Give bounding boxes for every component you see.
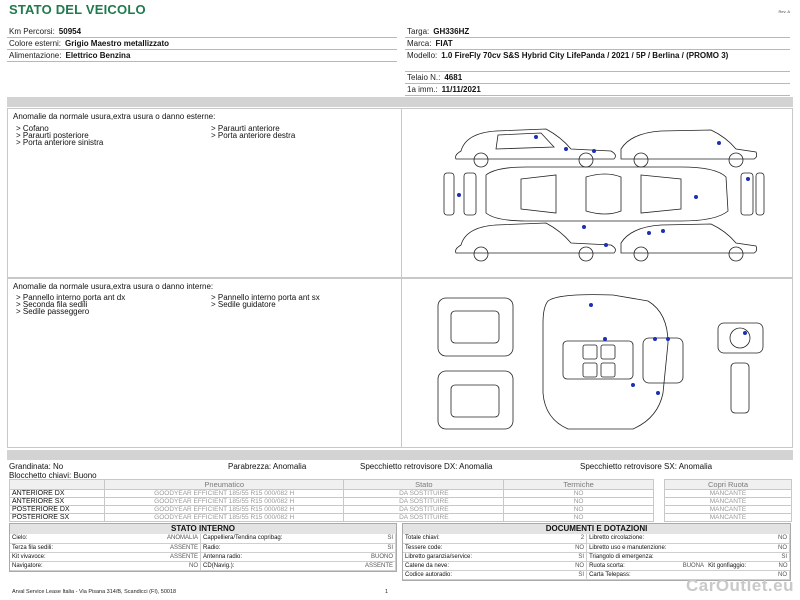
table-row: POSTERIORE SX GOODYEAR EFFICIENT 185/55 R15 000/082 H DA SOSTITUIRE NO <box>10 514 654 522</box>
car-exterior-diagram <box>436 123 766 263</box>
specchietto-sx: Specchietto retrovisore SX: Anomalia <box>580 462 713 471</box>
list-item: > Paraurti anteriore <box>211 124 280 133</box>
km-row: Km Percorsi: 50954 <box>7 26 397 38</box>
list-item: > Sedile guidatore <box>211 300 276 309</box>
model-row: Modello: 1.0 FireFly 70cv S&S Hybrid City LifePanda / 2021 / 5P / Berlina / (PROMO 3) <box>405 50 790 72</box>
vehicle-info-right <box>405 26 790 96</box>
stato-interno-box <box>9 523 397 572</box>
list-item: > Seconda fila sedili <box>16 300 88 309</box>
stato-interno-title: STATO INTERNO <box>10 524 396 534</box>
color-row: Colore esterni: Grigio Maestro metallizzato <box>7 38 397 50</box>
vehicle-info-left <box>7 26 397 62</box>
page-number: 1 <box>385 589 389 595</box>
damage-markers <box>457 135 750 247</box>
exterior-damage-panel <box>7 108 793 278</box>
watermark-logo: CarOutlet.eu <box>685 576 794 595</box>
brand-row: Marca: FIAT <box>405 38 790 50</box>
table-header-row: Copri Ruota <box>665 480 792 490</box>
list-item: > Cofano <box>16 124 49 133</box>
copri-ruota-table <box>664 479 792 522</box>
damage-markers <box>589 303 747 395</box>
fuel-row: Alimentazione: Elettrico Benzina <box>7 50 397 62</box>
table-row: Totale chiavi: 2 Libretto circolazione: NO <box>403 534 790 543</box>
table-row: Libretto garanzia/service: SI Triangolo di emergenza: SI <box>403 552 790 561</box>
conditions-summary <box>9 462 791 480</box>
specchietto-dx: Specchietto retrovisore DX: Anomalia <box>360 462 493 471</box>
table-row: MANCANTE <box>665 490 792 498</box>
exterior-damage-list <box>16 125 406 146</box>
registration-row: 1a imm.: 11/11/2021 <box>405 84 790 96</box>
grandinata: Grandinata: No <box>9 462 64 471</box>
interior-damage-panel <box>7 278 793 448</box>
plate-row: Targa: GH336HZ <box>405 26 790 38</box>
section-divider <box>7 450 793 460</box>
parabrezza: Parabrezza: Anomalia <box>228 462 307 471</box>
footer-company: Arval Service Lease Italia - Via Pisana 314/B, Scandicci (FI), 50018 <box>12 589 177 595</box>
table-row: Navigatore: NO CD(Navig.): ASSENTE <box>10 561 396 570</box>
list-item: > Pannello interno porta ant sx <box>211 293 320 302</box>
blocchetto-chiavi: Blocchetto chiavi: Buono <box>9 471 97 480</box>
table-row: Tessere code: NO Libretto uso e manutenzione: NO <box>403 543 790 552</box>
section-divider <box>7 97 793 107</box>
table-row: MANCANTE <box>665 514 792 522</box>
table-row: MANCANTE <box>665 498 792 506</box>
list-item: > Pannello interno porta ant dx <box>16 293 126 302</box>
chassis-row: Telaio N.: 4681 <box>405 72 790 84</box>
table-row: ANTERIORE DX GOODYEAR EFFICIENT 185/55 R15 000/082 H DA SOSTITUIRE NO <box>10 490 654 498</box>
list-item: > Paraurti posteriore <box>16 131 89 140</box>
exterior-heading: Anomalie da normale usura,extra usura o danno esterne: <box>13 112 216 121</box>
list-item: > Sedile passeggero <box>16 307 90 316</box>
list-item: > Porta anteriore sinistra <box>16 138 104 147</box>
table-row: Cielo: ANOMALIA Cappelliera/Tendina copribag: SI <box>10 534 396 543</box>
table-row: POSTERIORE DX GOODYEAR EFFICIENT 185/55 R15 000/082 H DA SOSTITUIRE NO <box>10 506 654 514</box>
table-row: ANTERIORE SX GOODYEAR EFFICIENT 185/55 R15 000/082 H DA SOSTITUIRE NO <box>10 498 654 506</box>
table-row: Kit vivavoce: ASSENTE Antenna radio: BUONO <box>10 552 396 561</box>
table-row: MANCANTE <box>665 506 792 514</box>
car-interior-diagram <box>433 293 783 433</box>
interior-damage-list <box>16 294 406 315</box>
tyres-table <box>9 479 654 522</box>
list-item: > Porta anteriore destra <box>211 131 296 140</box>
table-row: Terza fila sedili: ASSENTE Radio: SI <box>10 543 396 552</box>
revision-label: Rev. A <box>778 9 790 14</box>
documenti-box <box>402 523 791 581</box>
page-title: STATO DEL VEICOLO <box>9 2 146 17</box>
table-row: Catene da neve: NO Ruota scorta: BUONA Kit gonfiaggio: NO <box>405 562 788 569</box>
interior-heading: Anomalie da normale usura,extra usura o danno interne: <box>13 282 214 291</box>
table-header-row: Pneumatico Stato Termiche <box>10 480 654 490</box>
table-row: Codice autoradio: SI Carta Telepass: NO <box>403 570 790 579</box>
documenti-title: DOCUMENTI E DOTAZIONI <box>403 524 790 534</box>
